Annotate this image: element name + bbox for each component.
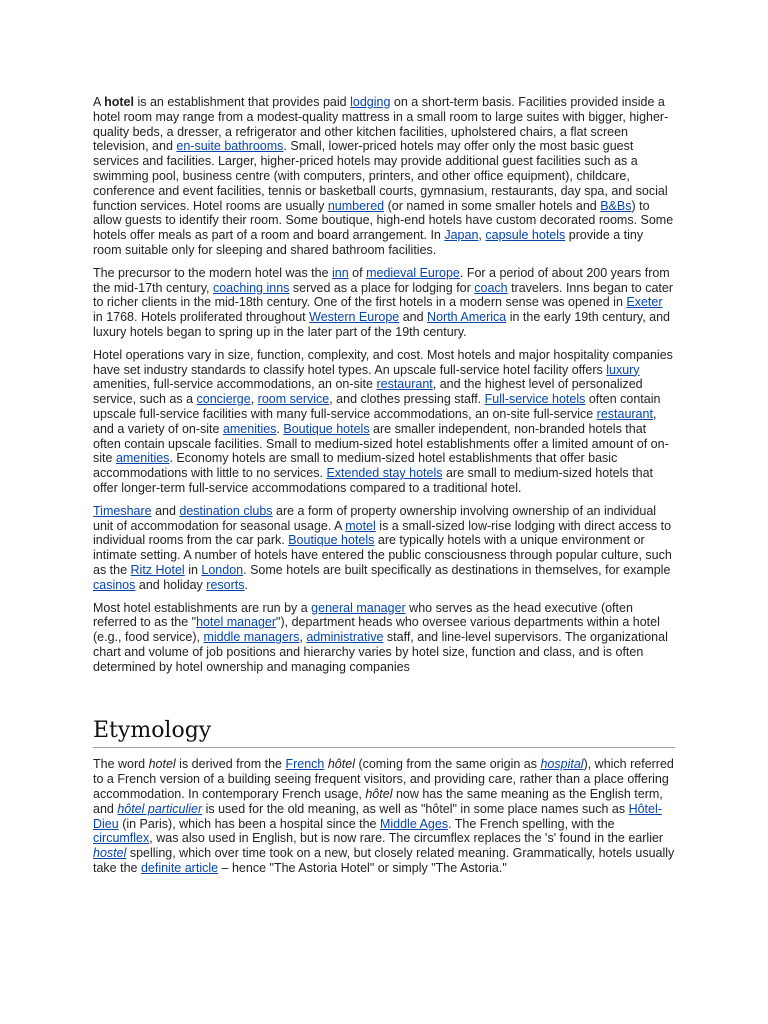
text-run: in	[184, 562, 202, 577]
text-run: , and the highest level of personalized service, such as a	[93, 377, 643, 407]
section-heading-etymology: Etymology	[93, 716, 675, 748]
link-french[interactable]: French	[285, 757, 325, 772]
article-body	[93, 95, 675, 884]
text-run: . Economy hotels are small to medium-sized hotel establishments that offer basic accommodations with little to no services.	[93, 451, 618, 481]
link-hostel[interactable]: hostel	[93, 846, 127, 861]
text-run: who serves as the head executive (often referred to as the "	[93, 600, 633, 630]
link-restaurant[interactable]: restaurant	[596, 406, 653, 421]
text-run: staff, and line-level supervisors. The organizational chart and volume of job positions and hierarchy varies by hotel size, function and class, and is often determined by hotel ownership and managing companies	[93, 630, 668, 674]
paragraph-etymology	[93, 757, 675, 875]
italic-term: hôtel	[365, 787, 393, 802]
text-run: and	[151, 503, 180, 518]
text-run: .	[244, 577, 248, 592]
text-run: , was also used in English, but is now rare. The circumflex replaces the 's' found in the earlier	[149, 831, 664, 846]
text-run: on a short-term basis. Facilities provided inside a hotel room may range from a modest-quality mattress in a small room to large suites with bigger, higher-quality beds, a dresser, a refrigerator and other kitchen facilities, upholstered chairs, a flat screen television, and	[93, 95, 669, 154]
text-run: A	[93, 95, 105, 109]
text-run: The word	[93, 757, 149, 772]
text-run: ) to allow guests to identify their room. Some boutique, high-end hotels have custom decorated rooms. Some hotels offer meals as part of a room and board arrangement. In	[93, 198, 674, 243]
text-run: is an establishment that provides paid	[133, 95, 351, 109]
text-run: . The French spelling, with the	[448, 816, 615, 831]
link-circumflex[interactable]: circumflex	[93, 831, 150, 846]
link-coach[interactable]: coach	[474, 280, 508, 295]
italic-term: hôtel	[327, 757, 355, 772]
text-run: in the early 19th century, and luxury hotels began to spring up in the later part of the 19th century.	[93, 310, 671, 339]
etymology-paragraphs	[93, 757, 675, 875]
link-coaching-inns[interactable]: coaching inns	[212, 280, 290, 295]
text-run: of	[348, 265, 367, 280]
link-london[interactable]: London	[201, 562, 244, 577]
text-run: The precursor to the modern hotel was the	[93, 265, 333, 280]
text-run: , and clothes pressing staff.	[329, 392, 485, 407]
link-timeshare[interactable]: Timeshare	[93, 503, 152, 518]
text-run: are typically hotels with a unique environment or intimate setting. A number of hotels have entered the public consciousness through popular culture, such as the	[93, 533, 672, 577]
link-hotel-particulier[interactable]: hôtel particulier	[117, 801, 203, 816]
text-run: is used for the old meaning, as well as "hôtel" in some place names such as	[202, 801, 629, 816]
link-numbered[interactable]: numbered	[327, 198, 385, 213]
link-japan[interactable]: Japan	[444, 228, 479, 243]
link-middle-ages[interactable]: Middle Ages	[379, 816, 449, 831]
link-motel[interactable]: motel	[345, 518, 376, 533]
link-concierge[interactable]: concierge	[196, 392, 251, 407]
link-extended-stay-hotels[interactable]: Extended stay hotels	[326, 466, 443, 481]
link-exeter[interactable]: Exeter	[626, 295, 663, 310]
link-western-europe[interactable]: Western Europe	[309, 310, 400, 325]
text-run: spelling, which over time took on a new, but closely related meaning. Grammatically, hotels usually take the	[93, 846, 675, 876]
link-resorts[interactable]: resorts	[206, 577, 245, 592]
link-hotel-dieu[interactable]: Hôtel-Dieu	[93, 801, 662, 831]
link-casinos[interactable]: casinos	[93, 577, 136, 592]
text-run: ,	[250, 392, 258, 407]
link-medieval-europe[interactable]: medieval Europe	[366, 265, 460, 280]
link-luxury[interactable]: luxury	[606, 362, 640, 377]
text-run: are a form of property ownership involving ownership of an individual unit of accommodation for seasonal usage. A	[93, 503, 657, 533]
text-run: – hence "The Astoria Hotel" or simply "The Astoria."	[218, 861, 507, 876]
link-north-america[interactable]: North America	[427, 310, 507, 325]
intro-paragraphs	[93, 95, 675, 674]
link-full-service-hotels[interactable]: Full-service hotels	[484, 392, 586, 407]
text-run: travelers. Inns began to cater to richer clients in the mid-18th century. One of the first hotels in a modern sense was opened in	[93, 280, 673, 310]
link-destination-clubs[interactable]: destination clubs	[179, 503, 273, 518]
text-run: are smaller independent, non-branded hotels that often contain upscale facilities. Small to medium-sized hotel establishments offer a limited amount of on-site	[93, 421, 669, 466]
link-capsule-hotels[interactable]: capsule hotels	[485, 228, 566, 243]
text-run: , and a variety of on-site	[93, 406, 657, 436]
text-run: in 1768. Hotels proliferated throughout	[93, 310, 310, 325]
text-run: are small to medium-sized hotels that offer longer-term full-service accommodations compared to a traditional hotel.	[93, 466, 653, 495]
text-run: (or named in some smaller hotels and	[384, 198, 601, 213]
link-amenities[interactable]: amenities	[222, 421, 277, 436]
link-boutique-hotels[interactable]: Boutique hotels	[288, 533, 375, 548]
paragraph-history	[93, 266, 675, 340]
text-run: often contain upscale full-service facilities with many full-service accommodations, an on-site full-service	[93, 392, 661, 421]
text-run: amenities, full-service accommodations, an on-site	[93, 377, 377, 392]
link-inn[interactable]: inn	[332, 265, 349, 280]
text-run: . Small, lower-priced hotels may offer only the most basic guest services and facilities. Larger, higher-priced hotels may provide additional guest facilities such as a swimming pool, business centre (with computers, printers, and other office equipment), childcare, conference and event facilities, tennis or basketball courts, gymnasium, restaurants, day spa, and social function services. Hotel rooms are usually	[93, 139, 668, 213]
paragraph-management	[93, 601, 675, 675]
text-run: ,	[299, 630, 307, 645]
link-boutique-hotels[interactable]: Boutique hotels	[283, 421, 370, 436]
text-run: ,	[478, 228, 486, 243]
paragraph-operations	[93, 348, 675, 496]
italic-term: hotel	[148, 757, 176, 772]
link-en-suite-bathrooms[interactable]: en-suite bathrooms	[176, 139, 284, 154]
link-restaurant[interactable]: restaurant	[376, 377, 433, 392]
text-run: (coming from the same origin as	[354, 757, 541, 772]
text-run: is a small-sized low-rise lodging with direct access to individual rooms from the car park.	[93, 518, 672, 548]
link-lodging[interactable]: lodging	[350, 95, 391, 109]
paragraph-intro	[93, 95, 675, 258]
bold-term: hotel	[104, 95, 134, 109]
text-run: . Some hotels are built specifically as destinations in themselves, for example	[243, 562, 671, 577]
link-definite-article[interactable]: definite article	[140, 861, 219, 876]
text-run: "), department heads who oversee various departments within a hotel (e.g., food service),	[93, 615, 660, 645]
link-b-bs[interactable]: B&Bs	[600, 198, 632, 213]
text-run: served as a place for lodging for	[289, 280, 475, 295]
link-middle-managers[interactable]: middle managers	[203, 630, 300, 645]
text-run: .	[276, 421, 284, 436]
text-run: ), which referred to a French version of a building seeing frequent visitors, and providing care, rather than a place offering accommodation. In contemporary French usage,	[93, 757, 674, 802]
link-hotel-manager[interactable]: hotel manager	[196, 615, 277, 630]
text-run: now has the same meaning as the English term, and	[93, 787, 663, 816]
link-general-manager[interactable]: general manager	[311, 600, 406, 615]
link-hospital[interactable]: hospital	[540, 757, 584, 772]
link-amenities[interactable]: amenities	[115, 451, 170, 466]
text-run: . For a period of about 200 years from the mid-17th century,	[93, 265, 670, 295]
text-run: and holiday	[135, 577, 207, 592]
text-run: and	[399, 310, 428, 325]
link-room-service[interactable]: room service	[257, 392, 330, 407]
link-administrative[interactable]: administrative	[306, 630, 384, 645]
link-ritz-hotel[interactable]: Ritz Hotel	[130, 562, 185, 577]
paragraph-ownership	[93, 504, 675, 593]
text-run: provide a tiny room suitable only for sleeping and shared bathroom facilities.	[93, 228, 644, 257]
text-run: Most hotel establishments are run by a	[93, 600, 312, 615]
text-run: (in Paris), which has been a hospital since the	[118, 816, 380, 831]
text-run: Hotel operations vary in size, function, complexity, and cost. Most hotels and major hospitality companies have set industry standards to classify hotel types. An upscale full-service hotel facility offers	[93, 347, 673, 377]
text-run: is derived from the	[175, 757, 286, 772]
